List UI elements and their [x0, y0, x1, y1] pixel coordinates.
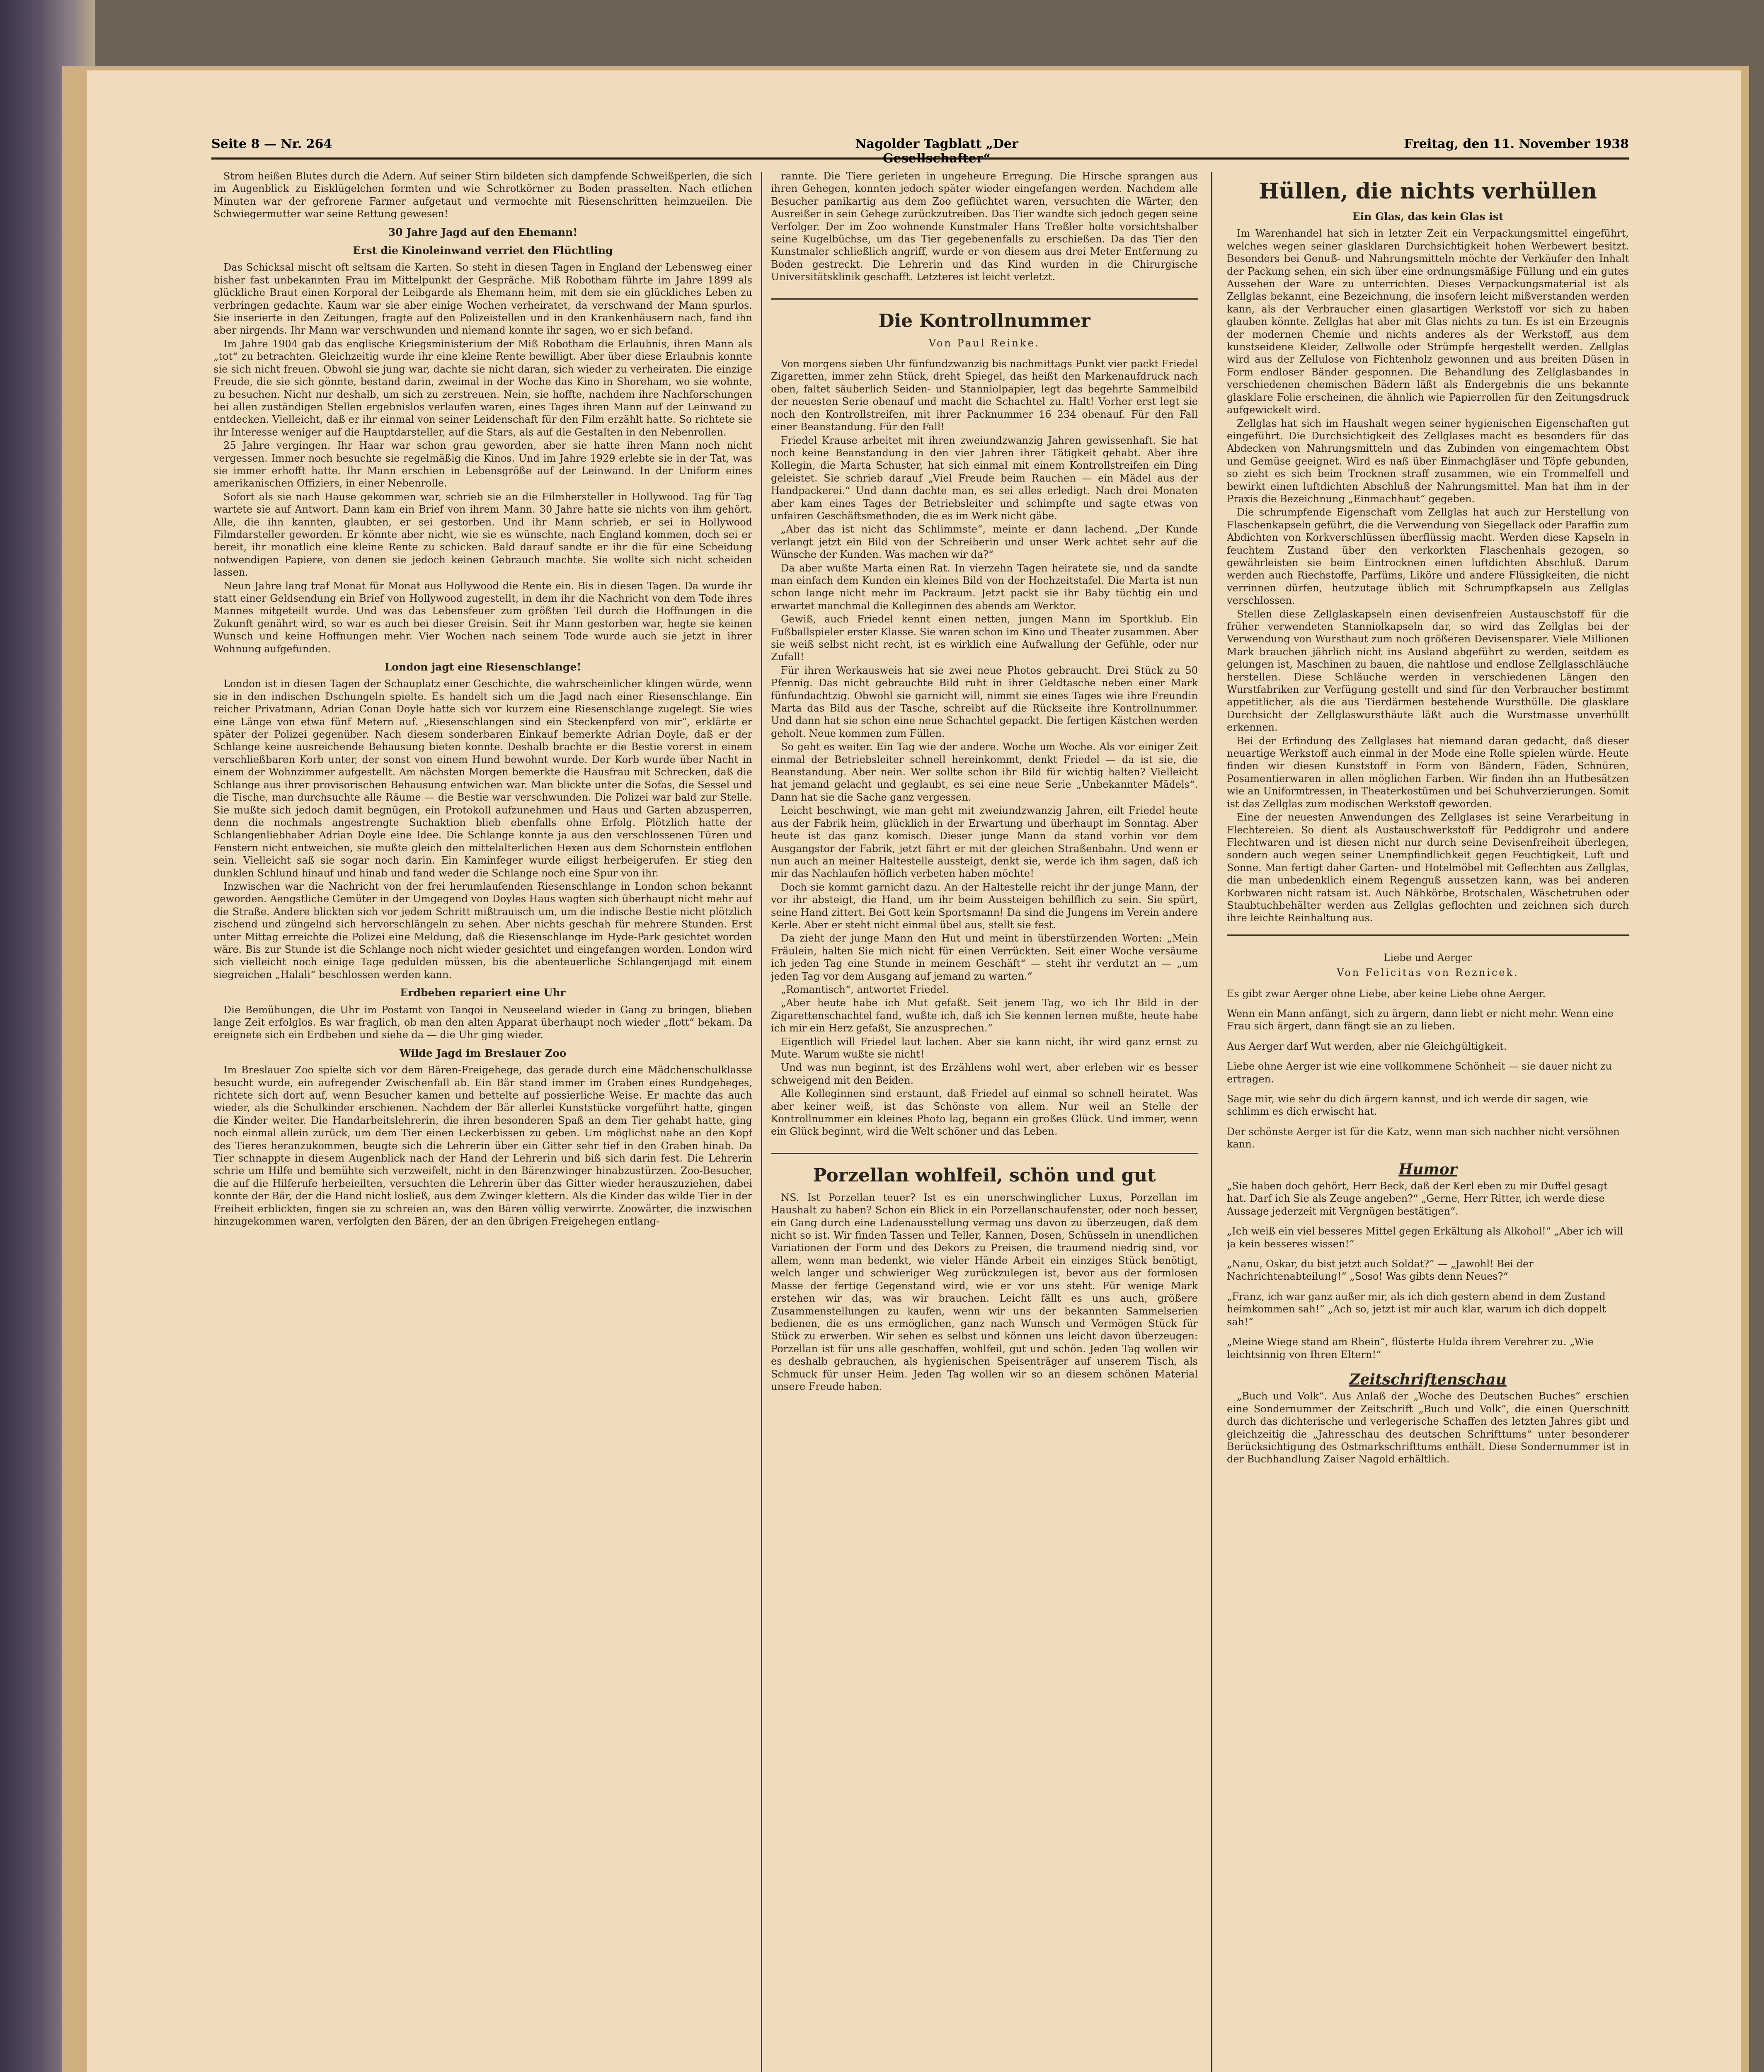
paragraph: „Aber heute habe ich Mut gefaßt. Seit jenem Tag, wo ich Ihr Bild in der Zigarettenschachtel fand, wußte ich, daß ich Sie kennen lernen mußte, heute habe ich mir ein Herz gefaßt, Sie anzusprechen.“: [771, 997, 1198, 1034]
article-heading: London jagt eine Riesenschlange!: [384, 661, 582, 673]
aphorism: Liebe ohne Aerger ist wie eine vollkommene Schönheit — sie dauer nicht zu ertragen.: [1227, 1060, 1612, 1085]
paragraph: Doch sie kommt garnicht dazu. An der Haltestelle reicht ihr der junge Mann, der vor ihr absteigt, die Hand, um ihr beim Aussteigen behilflich zu sein. Sie spürt, seine Hand zittert. Bei Gott kein Sportsmann! Da sind die Jungens im Verein andere Kerle. Aber er steht nicht einmal übel aus, stellt sie fest.: [771, 881, 1198, 931]
article-title: Hüllen, die nichts verhüllen: [1259, 179, 1597, 204]
paragraph: Die schrumpfende Eigenschaft vom Zellglas hat auch zur Herstellung von Flaschenkapseln geführt, die die Verwendung von Siegellack oder Paraffin zum Abdichten von Korkverschlüssen überflüssig macht. Werden diese Kapseln in feuchtem Zustand über den verkorkten Flaschenhals gezogen, so gewährleisten sie beim Eintrocknen einen luftdichten Abschluß. Darum werden auch Riechstoffe, Parfüms, Liköre und andere Flüssigkeiten, die nicht verrinnen dürfen, heutzutage üblich mit Schrumpfkapseln aus Zellglas verschlossen.: [1227, 506, 1629, 607]
paragraph: 25 Jahre vergingen. Ihr Haar war schon grau geworden, aber sie hatte ihren Mann noch nicht vergessen. Immer noch besuchte sie regelmäßig die Kinos. Und im Jahre 1929 erlebte sie in der Tat, was sie immer erhofft hatte. Ihr Mann erschien in Lebensgröße auf der Leinwand. In der Uniform eines amerikanischen Offiziers, in einer Nebenrolle.: [213, 440, 752, 489]
paragraph: Neun Jahre lang traf Monat für Monat aus Hollywood die Rente ein. Bis in diesen Tagen. Da wurde ihr statt einer Geldsendung ein Brief von Hollywood zugestellt, in dem ihr die Nachricht von dem Tode ihres Mannes mitgeteilt wurde. Und was das Lebensfeuer zum größten Teil durch die Hoffnungen in die Zukunft genährt wird, so war es auch bei dieser Greisin. Seit ihr Mann gestorben war, hegte sie keinen Wunsch und keine Hoffnungen mehr. Vier Wochen nach seinem Tode wurde auch sie jetzt in ihrer Wohnung aufgefunden.: [213, 580, 752, 655]
aphorism: Wenn ein Mann anfängt, sich zu ärgern, dann liebt er nicht mehr. Wenn eine Frau sich ärgert, dann fängt sie an zu lieben.: [1227, 1007, 1614, 1032]
paragraph: NS. Ist Porzellan teuer? Ist es ein unerschwinglicher Luxus, Porzellan im Haushalt zu haben? Schon ein Blick in ein Porzellanschaufenster, oder noch besser, ein Gang durch eine Ladenausstellung vermag uns davon zu überzeugen, daß dem nicht so ist. Wir finden Tassen und Teller, Kannen, Dosen, Schüsseln in unendlichen Variationen der Form und des Dekors zu Preisen, die traumend niedrig sind, vor allem, wenn man bedenkt, wie vieler Hände Arbeit ein einziges Stück benötigt, welch langer und schwieriger Weg zurückzulegen ist, bevor aus der formlosen Masse der fertige Gegenstand wird, wie er vor uns steht. Für wenige Mark erstehen wir das, was wir brauchen. Leicht fällt es uns auch, größere Zusammenstellungen zu kaufen, wenn wir uns der bekannten Sammelserien bedienen, die es uns ermöglichen, ganz nach Wunsch und Vermögen Stück für Stück zu erwerben. Wir sehen es selbst und können uns leicht davon überzeugen: Porzellan ist für uns alle geschaffen, wohlfeil, gut und schön. Jeden Tag wollen wir es deshalb gebrauchen, als hygienischen Speisenträger auf unserem Tisch, als Schmuck für unser Heim. Jeden Tag wollen wir so an diesem schönen Material unsere Freude haben.: [771, 1191, 1198, 1392]
joke: „Meine Wiege stand am Rhein“, flüsterte Hulda ihrem Verehrer zu. „Wie leichtsinnig von Ihren Eltern!“: [1227, 1336, 1594, 1360]
article-subheading: Erst die Kinoleinwand verriet den Flüchtling: [353, 244, 613, 257]
paragraph: Sofort als sie nach Hause gekommen war, schrieb sie an die Filmhersteller in Hollywood. Tag für Tag wartete sie auf Antwort. Dann kam ein Brief von ihrem Mann. 30 Jahre hatte sie nichts von ihm gehört. Alle, die ihn kannten, glaubten, er sei gestorben. Und ihr Mann schrieb, er sei in Hollywood Filmdarsteller geworden. Er könnte aber nicht, wie sie es wünschte, nach England kommen, doch sei er bereit, ihr monatlich eine kleine Rente zu schicken. Bald darauf sandte er ihr die für eine Scheidung notwendigen Papiere, von denen sie jedoch keinen Gebrauch machte. Sie wollte sich nicht scheiden lassen.: [213, 491, 752, 579]
magazine-review-heading: Zeitschriftenschau: [1349, 1370, 1507, 1388]
paragraph: Im Jahre 1904 gab das englische Kriegsministerium der Miß Robotham die Erlaubnis, ihren Mann als „tot“ zu betrachten. Gleichzeitig wurde ihr eine kleine Rente bewilligt. Aber über diese Erlaubnis konnte sie sich nicht freuen. Obwohl sie jung war, dachte sie nicht daran, sich wieder zu verheiraten. Die einzige Freude, die sie sich gönnte, bestand darin, zweimal in der Woche das Kino in Shoreham, wo sie wohnte, zu besuchen. Nicht nur deshalb, um sich zu zerstreuen. Nein, sie hoffte, nachdem ihre Nachforschungen bei allen zuständigen Stellen ergebnislos verlaufen waren, eines Tages ihren Mann auf der Leinwand zu entdecken. Vielleicht, daß er ihr einmal von seiner Leidenschaft für den Film erzählt hatte. So richtete sie ihr Interesse weniger auf die Hauptdarsteller, auf die Stars, als auf die Gestalten in den Nebenrollen.: [213, 338, 752, 438]
paragraph: Gewiß, auch Friedel kennt einen netten, jungen Mann im Sportklub. Ein Fußballspieler erster Klasse. Sie waren schon im Kino und Theater zusammen. Aber sie weiß selbst nicht recht, ist es wirklich eine Aufwallung der Gefühle, oder nur Zufall!: [771, 613, 1198, 663]
joke: „Ich weiß ein viel besseres Mittel gegen Erkältung als Alkohol!“ „Aber ich will ja kein besseres wissen!“: [1227, 1225, 1623, 1250]
story-byline: Von Paul Reinke.: [928, 337, 1040, 349]
article-heading: Erdbeben repariert eine Uhr: [400, 987, 566, 999]
article-heading: 30 Jahre Jagd auf den Ehemann!: [388, 226, 578, 238]
masthead-title: Nagolder Tagblatt „Der Gesellschafter“: [855, 137, 1018, 166]
paragraph: Von morgens sieben Uhr fünfundzwanzig bis nachmittags Punkt vier packt Friedel Zigaretten, immer zehn Stück, dreht Spiegel, das heißt den Markenaufdruck nach oben, faltet säuberlich Seiden- und Stanniolpapier, legt das begehrte Sammelbild der neuesten Serie obenauf und macht die Schachtel zu. Halt! Vorher erst legt sie noch den Kontrollstreifen, mit ihrer Packnummer 16 234 obenauf. Für den Fall einer Beanstandung. Für den Fall!: [771, 358, 1198, 433]
paragraph: Friedel Krause arbeitet mit ihren zweiundzwanzig Jahren gewissenhaft. Sie hat noch keine Beanstandung in den vier Jahren ihrer Tätigkeit gehabt. Aber ihre Kollegin, die Marta Schuster, hat sich einmal mit einem Kontrollstreifen ein Ding geleistet. Sie schrieb darauf „Viel Freude beim Rauchen — ein Mädel aus der Handpackerei.“ Und dann dachte man, es sei alles erledigt. Nach drei Monaten aber kam eines Tages der Betriebsleiter und schimpfte und sagte etwas von unfairen Geschäftsmethoden, die es im Werk nicht gäbe.: [771, 434, 1198, 522]
issue-date: Freitag, den 11. November 1938: [1404, 137, 1629, 151]
column-3: [1227, 170, 1629, 2072]
joke: „Nanu, Oskar, du bist jetzt auch Soldat?“ — „Jawohl! Bei der Nachrichtenabteilung!“ „Soso! Was gibts denn Neues?“: [1227, 1258, 1534, 1283]
joke: „Sie haben doch gehört, Herr Beck, daß der Kerl eben zu mir Duffel gesagt hat. Darf ich Sie als Zeuge angeben?“ „Gerne, Herr Ritter, ich werde diese Aussage jederzeit mit Vergnügen bestätigen“.: [1227, 1180, 1608, 1217]
story-title: Die Kontrollnummer: [771, 298, 1198, 333]
paragraph: Da aber wußte Marta einen Rat. In vierzehn Tagen heiratete sie, und da sandte man einfach dem Kunden ein kleines Bild von der Hochzeitstafel. Die Marta ist nun schon lange nicht mehr im Packraum. Jetzt packt sie ihr Baby tüchtig ein und erwartet manchmal die Kolleginnen des abends am Werktor.: [771, 562, 1198, 612]
aphorism-title: Liebe und Aerger: [1384, 951, 1472, 963]
column-rule-2: [1211, 172, 1212, 2072]
paragraph: „Buch und Volk“. Aus Anlaß der „Woche des Deutschen Buches“ erschien eine Sondernummer der Zeitschrift „Buch und Volk“, die einen Querschnitt durch das dichterische und verlegerische Schaffen des letzten Jahres gibt und gleichzeitig die „Jahresschau des deutschen Schrifttums“ unter besonderer Berücksichtigung des Ostmarkschrifttums enthält. Diese Sondernummer ist in der Buchhandlung Zaiser Nagold erhältlich.: [1227, 1390, 1629, 1465]
paragraph: „Romantisch“, antwortet Friedel.: [781, 983, 949, 995]
paragraph: Und was nun beginnt, ist des Erzählens wohl wert, aber erleben wir es besser schweigend mit den Beiden.: [771, 1062, 1198, 1086]
column-1: [213, 170, 752, 2072]
paragraph: rannte. Die Tiere gerieten in ungeheure Erregung. Die Hirsche sprangen aus ihren Gehegen, konnten jedoch später wieder eingefangen werden. Nachdem alle Besucher panikartig aus dem Zoo geflüchtet waren, versuchten die Wärter, den Ausreißer in sein Gehege zurückzutreiben. Das Tier wandte sich jedoch gegen seine Verfolger. Der im Zoo wohnende Kunstmaler Hans Treßler holte vorsichtshalber seine Kugelbüchse, um das Tier gegebenenfalls zu erschießen. Da das Tier den Kunstmaler schließlich angriff, wurde er von diesem aus drei Meter Entfernung zu Boden gestreckt. Die Lehrerin und das Kind wurden in die Chirurgische Universitätsklinik geschafft. Letzteres ist leicht verletzt.: [771, 170, 1198, 283]
paragraph: Im Warenhandel hat sich in letzter Zeit ein Verpackungsmittel eingeführt, welches wegen seiner glasklaren Durchsichtigkeit hohen Werbewert besitzt. Besonders bei Genuß- und Nahrungsmitteln möchte der Verkäufer den Inhalt der Packung sehen, ein sich über eine ordnungsmäßige Füllung und ein gutes Aussehen der Ware zu unterrichten. Dieses Verpackungsmaterial ist als Zellglas bekannt, eine Bezeichnung, die insofern leicht mißverstanden werden kann, als der Verbraucher einen glasartigen Werkstoff vor sich zu haben glauben könnte. Zellglas hat aber mit Glas nichts zu tun. Es ist ein Erzeugnis der modernen Chemie und nichts anderes als der Werkstoff, aus dem kunstseidene Kleider, Zellwolle oder Strümpfe hergestellt werden. Zellglas wird aus der Zellulose von Fichtenholz gewonnen und aus breiten Düsen in Form endloser Bänder gesponnen. Die Behandlung des Zellglasbandes in verschiedenen chemischen Bädern läßt als Endergebnis die uns bekannte glasklare Folie erscheinen, die ähnlich wie Papierrollen für den Zeitungsdruck aufgewickelt wird.: [1227, 228, 1629, 416]
joke: „Franz, ich war ganz außer mir, als ich dich gestern abend in dem Zustand heimkommen sah!“ „Ach so, jetzt ist mir auch klar, warum ich dich doppelt sah!“: [1227, 1290, 1606, 1328]
aphorism: Der schönste Aerger ist für die Katz, wenn man sich nachher nicht versöhnen kann.: [1227, 1126, 1620, 1150]
paragraph: London ist in diesen Tagen der Schauplatz einer Geschichte, die wahrscheinlicher klingen würde, wenn sie in den indischen Dschungeln spielte. Es handelt sich um die Jagd nach einer Riesenschlange. Ein reicher Privatmann, Adrian Conan Doyle hatte sich vor kurzem eine Riesenschlange zugelegt. Sie wies eine Länge von etwa fünf Metern auf. „Riesenschlangen sind ein Steckenpferd von mir“, erklärte er später der Polizei gegenüber. Nach diesem sonderbaren Einkauf bemerkte Adrian Doyle, daß er der Schlange keine ausreichende Behausung bieten konnte. Deshalb brachte er die Bestie vorerst in einem verschließbaren Korb unter, der sonst von einem Hund bewohnt wurde. Der Korb wurde über Nacht in einem der Wohnzimmer aufgestellt. Am nächsten Morgen bemerkte die Hausfrau mit Schrecken, daß die Schlange aus ihrer provisorischen Behausung entwichen war. Man blickte unter die Sofas, die Sessel und die Tische, man durchsuchte alle Räume — die Bestie war verschwunden. Die Polizei war bald zur Stelle. Sie mußte sich jedoch damit begnügen, ein Protokoll aufzunehmen und Haus und Garten abzusperren, denn die nochmals angestrengte Suchaktion blieb ebenfalls ohne Erfolg. Plötzlich hatte der Schlangenliebhaber Adrian Doyle eine Idee. Die Schlange konnte ja aus den verschlossenen Türen und Fenstern nicht entweichen, sie mußte gleich den mittelalterlichen Hexen aus dem Schornstein entflohen sein. Vielleicht saß sie sogar noch darin. Ein Kaminfeger wurde eiligst herbeigerufen. Er stieg den dunklen Schlund hinauf und hinab und fand weder die Schlange noch eine Spur von ihr.: [213, 678, 752, 879]
paragraph: Leicht beschwingt, wie man geht mit zweiundzwanzig Jahren, eilt Friedel heute aus der Fabrik heim, glücklich in der Erwartung und überhaupt im Sonntag. Aber heute ist das ganz komisch. Dieser junge Mann da stand vorhin vor dem Ausgangstor der Fabrik, jetzt fährt er mit der gleichen Straßenbahn. Und wenn er nun auch an meiner Haltestelle aussteigt, denkt sie, werde ich ihm sagen, daß ich mir das Nachlaufen höflich verbeten haben möchte!: [771, 805, 1198, 880]
page-number: Seite 8 — Nr. 264: [211, 137, 332, 151]
paragraph: Eigentlich will Friedel laut lachen. Aber sie kann nicht, ihr wird ganz ernst zu Mute. Warum wußte sie nicht!: [771, 1036, 1198, 1060]
aphorism: Es gibt zwar Aerger ohne Liebe, aber keine Liebe ohne Aerger.: [1227, 988, 1546, 1000]
paragraph: Da zieht der junge Mann den Hut und meint in überstürzenden Worten: „Mein Fräulein, halten Sie mich nicht für einen Verrückten. Seit einer Woche versäume ich jeden Tag eine Stunde in meinem Geschäft“ — steht ihr verdutzt an — „um jeden Tag vor dem Ausgang auf jemand zu warten.“: [771, 932, 1198, 982]
aphorism: Sage mir, wie sehr du dich ärgern kannst, und ich werde dir sagen, wie schlimm es dich erwischt hat.: [1227, 1093, 1588, 1118]
paragraph: Im Breslauer Zoo spielte sich vor dem Bären-Freigehege, das gerade durch eine Mädchenschulklasse besucht wurde, ein aufregender Zwischenfall ab. Ein Bär stand immer im Graben eines Rundgeheges, richtete sich dort auf, wenn Besucher kamen und bettelte auf possierliche Weise. Er machte das auch wieder, als die Schulkinder erschienen. Nachdem der Bär allerlei Kunststücke vorgeführt hatte, gingen die Kinder weiter. Die Handarbeitslehrerin, die ihren besonderen Spaß an dem Tier gehabt hatte, ging noch einmal allein zurück, um dem Tier einen Leckerbissen zu geben. Um möglichst nahe an den Kopf des Tieres heranzukommen, beugte sich die Lehrerin über ein Gitter sehr tief in den Graben hinab. Da Tier schnappte in diesem Augenblick nach der Hand der Lehrerin und biß sich darin fest. Die Lehrerin schrie um Hilfe und bemühte sich verzweifelt, nicht in den Bärenzwinger hinabzustürzen. Zoo-Besucher, die auf die Hilferufe herbeieilten, versuchten die Lehrerin über das Gitter wieder herauszuziehen, dabei konnte der Bär, der die Hand nicht losließ, aus dem Zwinger klettern. Als die Kinder das wilde Tier in der Freiheit erblickten, fingen sie zu schreien an, was den Bären völlig verwirrte. Zoowärter, die inzwischen hinzugekommen waren, verfolgten den Bären, der an den übrigen Freigehegen entlang-: [213, 1064, 752, 1227]
humor-list: [1227, 1180, 1629, 1361]
paragraph: So geht es weiter. Ein Tag wie der andere. Woche um Woche. Als vor einiger Zeit einmal der Betriebsleiter schnell hereinkommt, denkt Friedel — da ist sie, die Beanstandung. Aber nein. Wer sollte schon ihr Bild für wichtig halten? Vielleicht hat jemand gelacht und geglaubt, es sei eine neue Serie „Unbekannter Mädels“. Dann hat sie die Sache ganz vergessen.: [771, 741, 1198, 803]
aphorism-list: [1227, 988, 1629, 1151]
paragraph: Stellen diese Zellglaskapseln einen devisenfreien Austauschstoff für die früher verwendeten Stanniolkapseln dar, so wird das Zellglas bei der Verwendung von Wursthaut zum noch größeren Devisensparer. Viele Millionen Mark brauchen jährlich nicht ins Ausland abgeführt zu werden, seitdem es gelungen ist, Maschinen zu bauen, die nahtlose und endlose Zellglasschläuche herstellen. Diese Schläuche werden in verschiedenen Längen den Wurstfabriken zur Verfügung gestellt und sind für den Verbraucher bestimmt appetitlicher, als die aus Tierdärmen bestehende Wursthülle. Die glasklare Durchsicht der Zellglaswursthäute läßt auch die Wurstmasse unverhüllt erkennen.: [1227, 608, 1629, 733]
aphorism-byline: Von Felicitas von Reznicek.: [1337, 967, 1519, 979]
paragraph: Für ihren Werkausweis hat sie zwei neue Photos gebraucht. Drei Stück zu 50 Pfennig. Das nicht gebrauchte Bild ruht in ihrer Geldtasche neben einer Mark fünfundachtzig. Obwohl sie garnicht will, nimmt sie eines Tages wie ihre Freundin Marta das Bild aus der Tasche, schreibt auf die Rückseite ihre Kontrollnummer. Und dann hat sie schon eine neue Schachtel gepackt. Die fertigen Kästchen werden geholt. Neue kommen zum Füllen.: [771, 664, 1198, 739]
paragraph: Das Schicksal mischt oft seltsam die Karten. So steht in diesen Tagen in England der Lebensweg einer bisher fast unbekannten Frau im Mittelpunkt der Gespräche. Miß Robotham führte im Jahre 1899 als glückliche Braut einen Korporal der Leibgarde als Ehemann heim, mit dem sie ein glückliches Leben zu verbringen gedachte. Kaum war sie aber einige Wochen verheiratet, da verschwand der Mann spurlos. Sie inserierte in den Zeitungen, fragte auf den Polizeistellen und in den Krankenhäusern nach, fand ihn aber nirgends. Ihr Mann war verschwunden und niemand konnte ihr sagen, wo er sich befand.: [213, 261, 752, 336]
humor-heading: Humor: [1398, 1160, 1457, 1178]
column-rule-1: [761, 172, 762, 2072]
aphorism-section: [1227, 934, 1629, 1151]
article-title: Porzellan wohlfeil, schön und gut: [771, 1153, 1198, 1187]
paragraph: Alle Kolleginnen sind erstaunt, daß Friedel auf einmal so schnell heiratet. Was aber keiner weiß, ist das Schönste von allem. Nur weil an Stelle der Kontrollnummer ein kleines Photo lag, begann ein großes Glück. Und immer, wenn ein Glück beginnt, wird die Welt schöner und das Leben.: [771, 1088, 1198, 1138]
paragraph: Eine der neuesten Anwendungen des Zellglases ist seine Verarbeitung in Flechtereien. So dient als Austauschwerkstoff für Peddigrohr und andere Flechtwaren und ist diesen nicht nur durch seine Devisenfreiheit überlegen, sondern auch wegen seiner Unempfindlichkeit gegen Feuchtigkeit, Luft und Sonne. Man fertigt daher Garten- und Hotelmöbel mit Geflechten aus Zellglas, die man unbedenklich einem Regenguß aussetzen kann, was bei anderen Korbwaren nicht ratsam ist. Auch Nähkörbe, Brotschalen, Wäschetruhen oder Staubtuchbehälter werden aus Zellglas geflochten und zeichnen sich durch ihre leichte Reinhaltung aus.: [1227, 811, 1629, 924]
paragraph: Inzwischen war die Nachricht von der frei herumlaufenden Riesenschlange in London schon bekannt geworden. Aengstliche Gemüter in der Umgegend von Doyles Haus wagten sich überhaupt nicht mehr auf die Straße. Andere blickten sich vor jedem Schritt mißtrauisch um, um die indische Bestie nicht plötzlich zischend und züngelnd sich hervorschlängeln zu sehen. Aber nichts geschah für mehrere Stunden. Erst unter Mittag erreichte die Polizei eine Meldung, daß die Riesenschlange im Hyde-Park gesichtet worden wäre. Bis zur Stunde ist die Schlange noch nicht wieder gesichtet und eingefangen worden. London wird sich vielleicht noch einige Tage gedulden müssen, bis die abenteuerliche Schlangenjagd mit einem siegreichen „Halali“ beschlossen werden kann.: [213, 880, 752, 980]
paragraph: Bei der Erfindung des Zellglases hat niemand daran gedacht, daß dieser neuartige Werkstoff auch einmal in der Mode eine Rolle spielen würde. Heute finden wir diesen Kunststoff in Form von Bändern, Fäden, Schnüren, Posamentierwaren in allen möglichen Farben. Wir finden ihn an Hutbesätzen wie an Uniformtressen, in Theaterkostümen und bei Schuhverzierungen. Somit ist das Zellglas zum modischen Werkstoff geworden.: [1227, 735, 1629, 810]
aphorism: Aus Aerger darf Wut werden, aber nie Gleichgültigkeit.: [1227, 1040, 1507, 1052]
paragraph: Strom heißen Blutes durch die Adern. Auf seiner Stirn bildeten sich dampfende Schweißperlen, die sich im Augenblick zu Eisklügelchen formten und wie Schrotkörner zu Boden prasselten. Nach etlichen Minuten war der gefrorene Farmer aufgetaut und vermochte mit Riesenschritten heimzueilen. Die Schwiegermutter war seine Rettung gewesen!: [213, 170, 752, 220]
article-subheading: Ein Glas, das kein Glas ist: [1352, 211, 1504, 223]
paragraph: „Aber das ist nicht das Schlimmste“, meinte er dann lachend. „Der Kunde verlangt jetzt ein Bild von der Schreiberin und unser Werk achtet sehr auf die Wünsche der Kunden. Was machen wir da?“: [771, 523, 1198, 561]
article-heading: Wilde Jagd im Breslauer Zoo: [399, 1047, 567, 1059]
page-header: [211, 133, 1629, 166]
paragraph: Die Bemühungen, die Uhr im Postamt von Tangoi in Neuseeland wieder in Gang zu bringen, blieben lange Zeit erfolglos. Es war fraglich, ob man den alten Apparat überhaupt noch wieder „flott“ bekam. Da ereignete sich ein Erdbeben und siehe da — die Uhr ging wieder.: [213, 1004, 752, 1041]
paragraph: Zellglas hat sich im Haushalt wegen seiner hygienischen Eigenschaften gut eingeführt. Die Durchsichtigkeit des Zellglases macht es besonders für das Abdecken von Nahrungsmitteln und das Zubinden von eingemachtem Obst und Gemüse geeignet. Wird es naß über Einmachgläser und Töpfe gebunden, so zieht es sich beim Trocknen straff zusammen, wie ein Trommelfell und bewirkt einen luftdichten Abschluß der Nahrungsmittel. Man hat ihm in der Praxis die Bezeichnung „Einmachhaut“ gegeben.: [1227, 417, 1629, 505]
column-2: [771, 170, 1198, 2072]
